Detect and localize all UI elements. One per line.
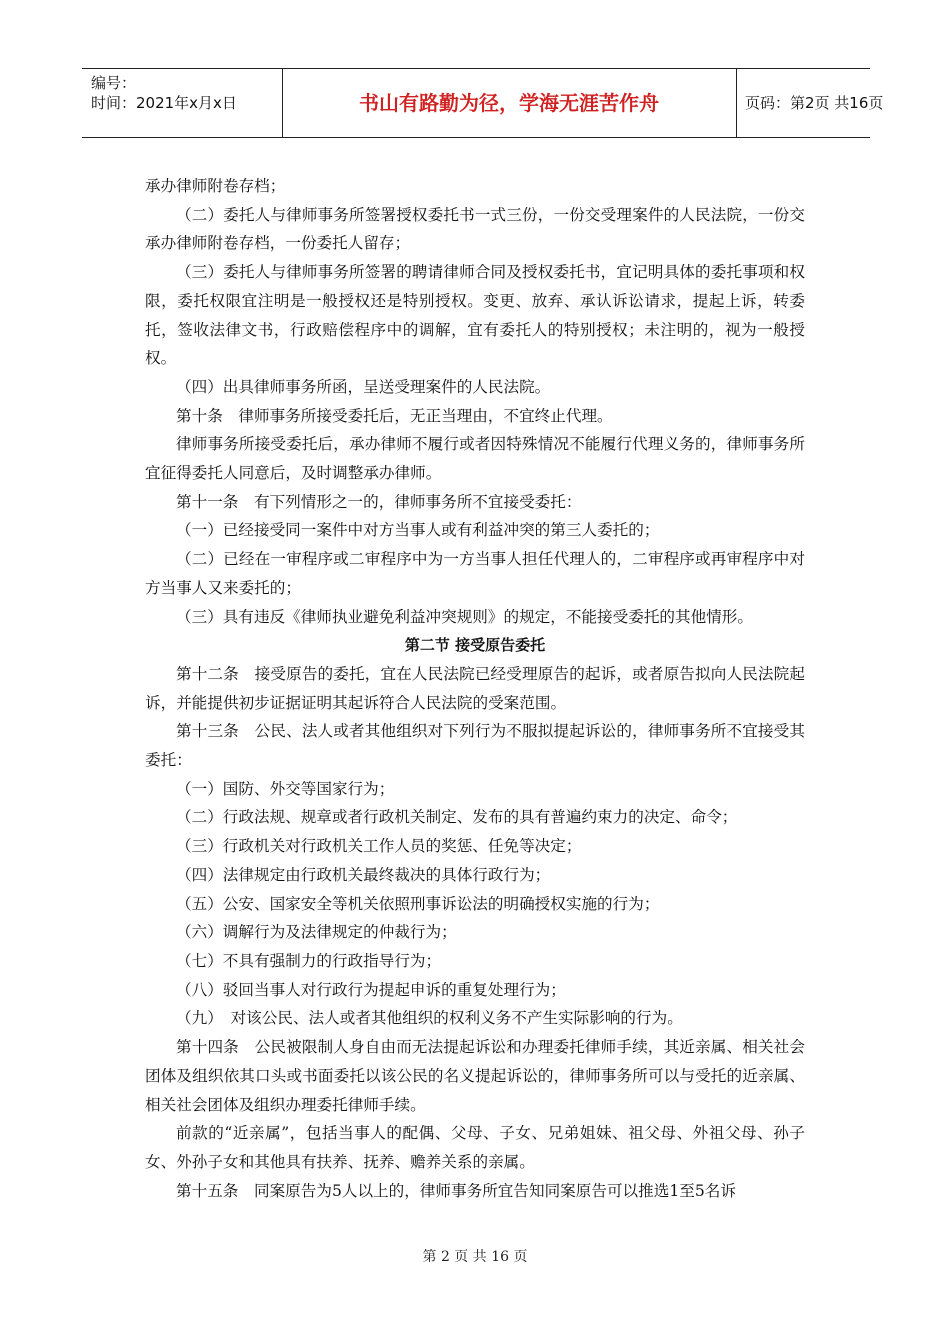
list-item: （六）调解行为及法律规定的仲裁行为； (176, 923, 457, 942)
list-item: （四）法律规定由行政机关最终裁决的具体行政行为； (176, 865, 551, 884)
list-item: （九） 对该公民、法人或者其他组织的权利义务不产生实际影响的行为。 (176, 1009, 683, 1028)
paragraph: （二）已经在一审程序或二审程序中为一方当事人担任代理人的，二审程序或再审程序中对方当事人又来委托的； (145, 550, 805, 597)
section-heading: 第二节 接受原告委托 (404, 636, 546, 655)
motto-text: 书山有路勤为径，学海无涯苦作舟 (359, 91, 659, 115)
article-13: 第十三条 公民、法人或者其他组织对下列行为不服拟提起诉讼的，律师事务所不宜接受其委托： (145, 722, 805, 770)
list-item: （七）不具有强制力的行政指导行为； (176, 951, 442, 970)
list-item: （一）国防、外交等国家行为； (176, 779, 395, 798)
paragraph: （一）已经接受同一案件中对方当事人或有利益冲突的第三人委托的； (176, 521, 660, 540)
header-motto-cell (282, 69, 737, 137)
article-11: 第十一条 有下列情形之一的，律师事务所不宜接受委托： (176, 492, 582, 511)
paragraph: 律师事务所接受委托后，承办律师不履行或者因特殊情况不能履行代理义务的，律师事务所宜征得委托人同意后，及时调整承办律师。 (145, 435, 805, 483)
paragraph: （三）具有违反《律师执业避免利益冲突规则》的规定，不能接受委托的其他情形。 (176, 607, 753, 626)
list-item: （三）行政机关对行政机关工作人员的奖惩、任免等决定； (176, 837, 582, 856)
list-item: （二）行政法规、规章或者行政机关制定、发布的具有普遍约束力的决定、命令； (176, 808, 738, 827)
time-label: 时间：2021年x月x日 (91, 94, 237, 112)
page-footer: 第 2 页 共 16 页 (422, 1249, 528, 1265)
paragraph: 前款的“近亲属”，包括当事人的配偶、父母、子女、兄弟姐妹、祖父母、外祖父母、孙子女、外孙子女和其他具有扶养、抚养、赡养关系的亲属。 (145, 1124, 805, 1171)
article-12: 第十二条 接受原告的委托，宜在人民法院已经受理原告的起诉，或者原告拟向人民法院起诉，并能提供初步证据证明其起诉符合人民法院的受案范围。 (145, 664, 805, 712)
document-header (82, 68, 884, 138)
number-label: 编号： (91, 74, 137, 92)
article-10: 第十条 律师事务所接受委托后，无正当理由，不宜终止代理。 (176, 406, 613, 425)
list-item: （五）公安、国家安全等机关依照刑事诉讼法的明确授权实施的行为； (176, 894, 660, 913)
document-body (145, 172, 805, 1205)
header-info-cell (82, 69, 283, 137)
list-item: （八）驳回当事人对行政行为提起申诉的重复处理行为； (176, 980, 566, 999)
article-15: 第十五条 同案原告为5人以上的，律师事务所宜告知同案原告可以推选1至5名诉 (176, 1181, 736, 1200)
header-page-cell (736, 69, 884, 137)
paragraph: （三）委托人与律师事务所签署的聘请律师合同及授权委托书，宜记明具体的委托事项和权限，委托权限宜注明是一般授权还是特别授权。变更、放弃、承认诉讼请求，提起上诉，转委托，签收法律文书，行政赔偿程序中的调解，宜有委托人的特别授权；未注明的，视为一般授权。 (145, 263, 805, 368)
page-label: 页码：第2页 共16页 (745, 94, 884, 112)
article-14: 第十四条 公民被限制人身自由而无法提起诉讼和办理委托律师手续，其近亲属、相关社会团体及组织依其口头或书面委托以该公民的名义提起诉讼的，律师事务所可以与受托的近亲属、相关社会团体及组织办理委托律师手续。 (145, 1038, 805, 1114)
paragraph: （四）出具律师事务所函，呈送受理案件的人民法院。 (176, 377, 551, 396)
paragraph: 承办律师附卷存档； (145, 177, 286, 195)
paragraph: （二）委托人与律师事务所签署授权委托书一式三份，一份交受理案件的人民法院，一份交承办律师附卷存档，一份委托人留存； (145, 205, 805, 253)
